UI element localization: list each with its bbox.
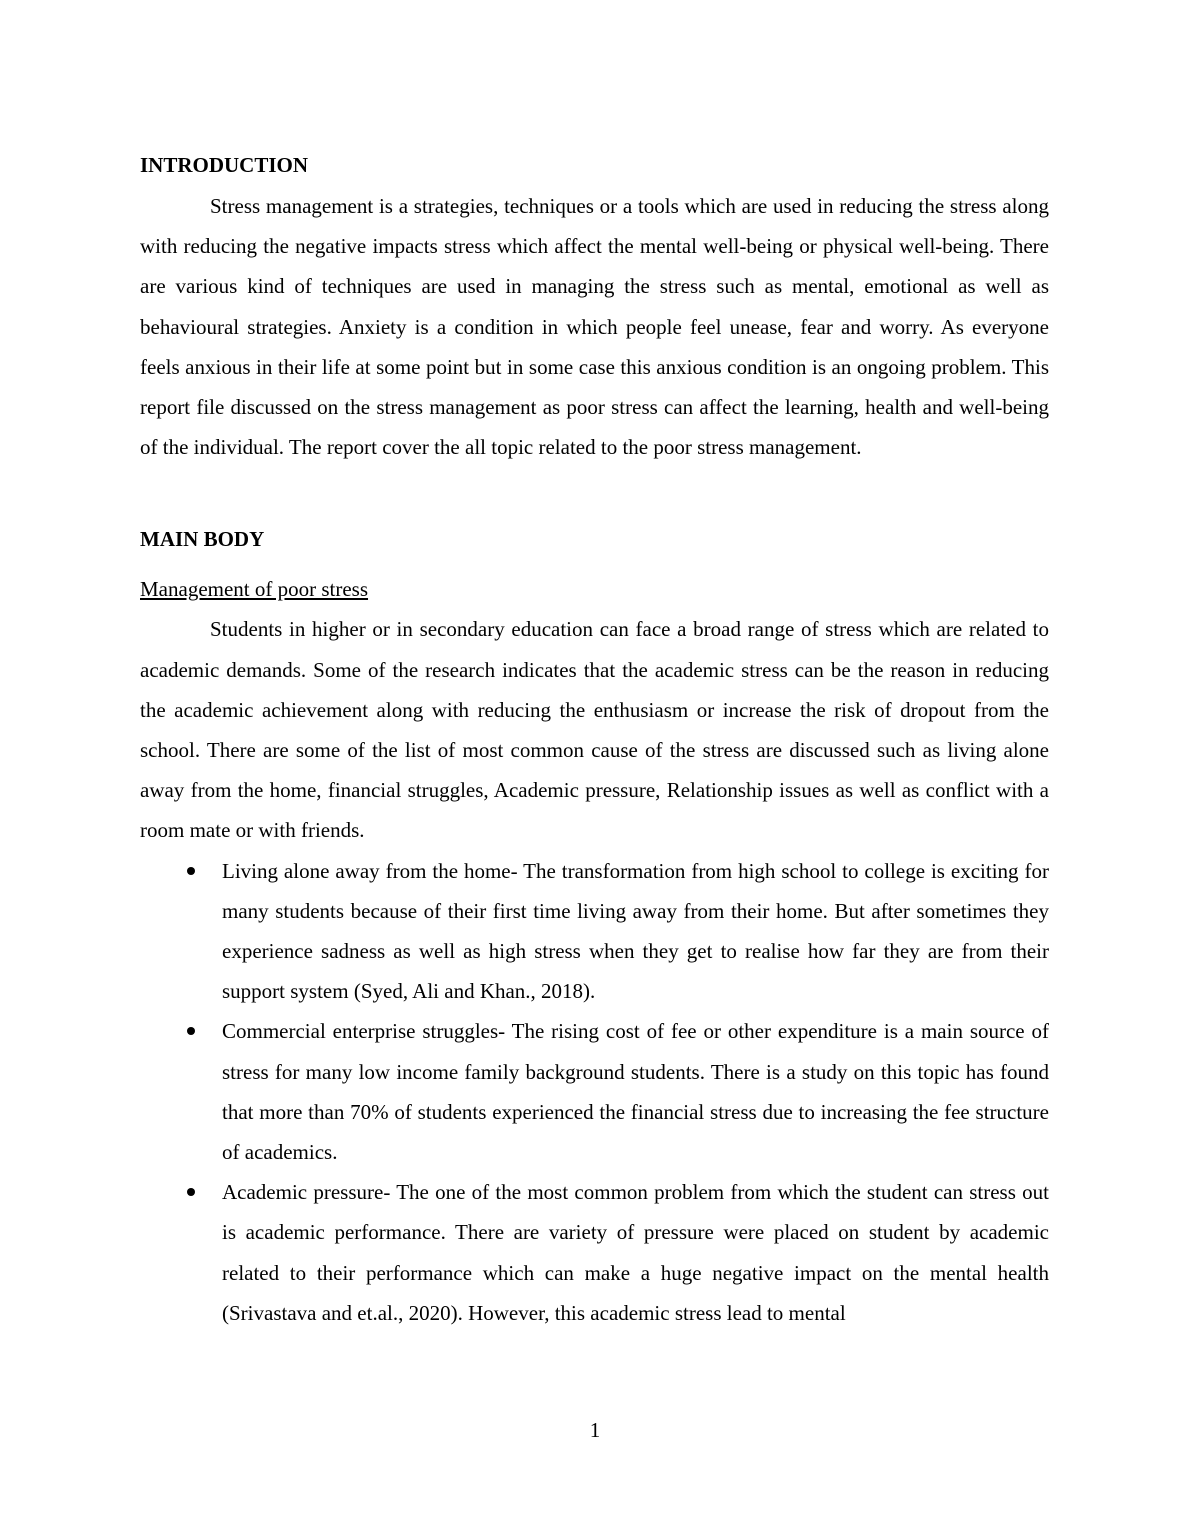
bullet-icon (187, 1188, 195, 1196)
list-item (222, 851, 1049, 1012)
page-number: 1 (589, 1418, 601, 1442)
main-body-paragraph: Students in higher or in secondary education can face a broad range of stress which are related to academic demands. Some of the research indicates that the academic stress can be the reason in reducing the academic achievement along with reducing the enthusiasm or increase the risk of dropout from the school. There are some of the list of most common cause of the stress are discussed such as living alone away from the home, financial struggles, Academic pressure, Relationship issues as well as conflict with a room mate or with friends. (140, 617, 1049, 843)
list-item-text: Commercial enterprise struggles- The rising cost of fee or other expenditure is a main source of stress for many low income family background students. There is a study on this topic has found that more than 70% of students experienced the financial stress due to increasing the fee structure of academics. (222, 1019, 1049, 1165)
introduction-paragraph: Stress management is a strategies, techniques or a tools which are used in reducing the stress along with reducing the negative impacts stress which affect the mental well-being or physical well-being. There are various kind of techniques are used in managing the stress such as mental, emotional as well as behavioural strategies. Anxiety is a condition in which people feel unease, fear and worry. As everyone feels anxious in their life at some point but in some case this anxious condition is an ongoing problem. This report file discussed on the stress management as poor stress can affect the learning, health and well-being of the individual. The report cover the all topic related to the poor stress management. (140, 194, 1049, 460)
causes-list (140, 851, 1049, 1333)
list-item-text: Living alone away from the home- The transformation from high school to college is exciting for many students because of their first time living away from their home. But after sometimes they experience sadness as well as high stress when they get to realise how far they are from their support system (Syed, Ali and Khan., 2018). (222, 858, 1049, 1004)
main-body-heading: MAIN BODY (140, 527, 265, 552)
bullet-icon (187, 1027, 195, 1035)
bullet-icon (187, 867, 195, 875)
list-item-text: Academic pressure- The one of the most common problem from which the student can stress out is academic performance. There are variety of pressure were placed on student by academic related to their performance which can make a huge negative impact on the mental health (Srivastava and et.al., 2020). However, this academic stress lead to mental (222, 1180, 1049, 1325)
list-item (222, 1172, 1049, 1333)
introduction-heading: INTRODUCTION (140, 153, 309, 177)
management-subheading: Management of poor stress (140, 577, 369, 602)
page-content (140, 145, 1049, 1333)
list-item (222, 1011, 1049, 1172)
